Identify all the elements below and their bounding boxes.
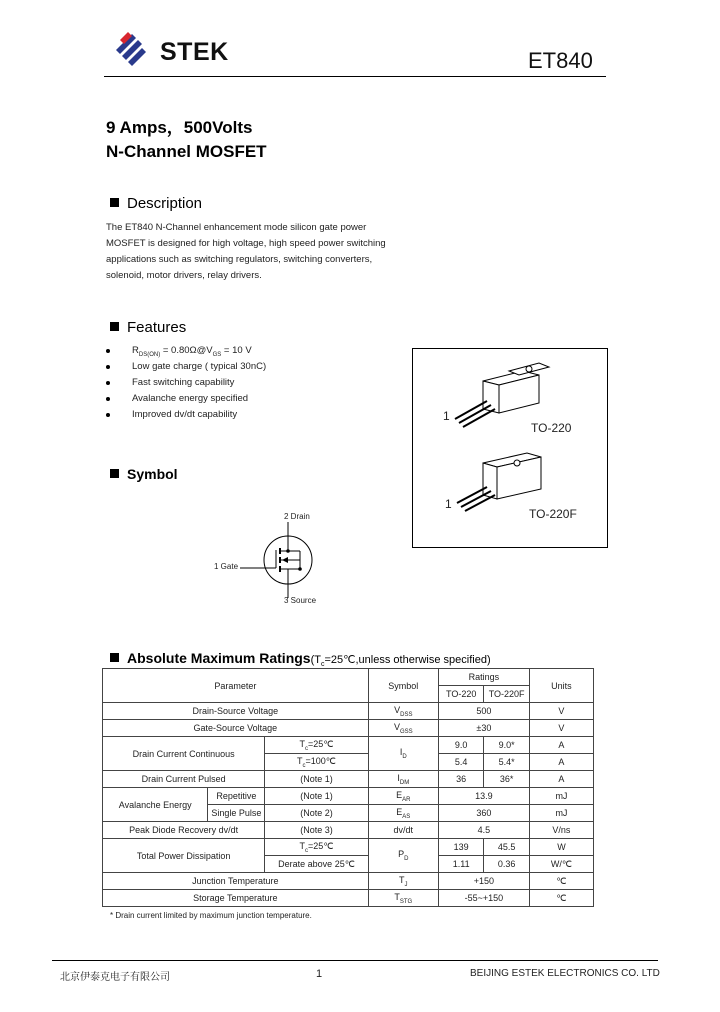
description-heading: Description (110, 195, 202, 212)
table-row: Peak Diode Recovery dv/dt (Note 3) dv/dt 4.5 V/ns (103, 822, 594, 839)
bullet-dot-icon (106, 349, 110, 353)
section-bullet-icon (110, 198, 119, 207)
table-row: Gate-Source Voltage $V_{GSS}$ ±30 V (103, 720, 594, 737)
ratings-footnote: * Drain current limited by maximum junction temperature. (110, 911, 312, 920)
title-line-2: N-Channel MOSFET (106, 142, 267, 161)
footer-company-en: BEIJING ESTEK ELECTRONICS CO. LTD (470, 968, 660, 979)
col-header-symbol: Symbol (368, 669, 438, 703)
table-row: Junction Temperature $T_J$ +150 ℃ (103, 873, 594, 890)
col-header-to220: TO-220 (438, 686, 483, 703)
table-row: Drain Current Pulsed (Note 1) $I_{DM}$ 36 36* A (103, 771, 594, 788)
table-row: Storage Temperature $T_{STG}$ -55~+150 ℃ (103, 890, 594, 907)
bullet-dot-icon (106, 413, 110, 417)
bullet-dot-icon (106, 397, 110, 401)
stek-logo-icon (112, 26, 156, 70)
table-header-row (103, 669, 594, 686)
feature-item: Low gate charge ( typical 30nC) (106, 359, 396, 375)
features-heading: Features (110, 319, 186, 336)
gate-label: 1 Gate (214, 562, 239, 571)
section-bullet-icon (110, 653, 119, 662)
table-row: $T_c=100℃$ 5.4 5.4* A (103, 754, 594, 771)
description-text: The ET840 N-Channel enhancement mode silicon gate power MOSFET is designed for high voltage, high speed power switching applications such as switching regulators, switching converters, solenoid, motor drivers, relay drivers. (106, 222, 386, 281)
section-bullet-icon (110, 322, 119, 331)
col-header-to220f: TO-220F (484, 686, 529, 703)
logo (112, 26, 156, 70)
table-row: Total Power Dissipation $T_c=25℃$ $P_D$ 139 45.5 W (103, 839, 594, 856)
bullet-dot-icon (106, 365, 110, 369)
footer-rule (52, 960, 658, 961)
table-row: Avalanche Energy Repetitive (Note 1) $E_{AR}$ 13.9 mJ (103, 788, 594, 805)
features-list (106, 343, 396, 423)
drain-label: 2 Drain (284, 512, 310, 521)
mosfet-symbol-icon (240, 520, 340, 600)
feature-item: Improved dv/dt capability (106, 407, 396, 423)
package-box (412, 348, 608, 548)
title-line-1: 9 Amps，500Volts (106, 118, 253, 137)
to220-label: TO-220 (531, 421, 572, 435)
table-row: Single Pulse (Note 2) $E_{AS}$ 360 mJ (103, 805, 594, 822)
symbol-heading: Symbol (110, 466, 178, 482)
brand-name: STEK (160, 38, 229, 66)
col-header-parameter: Parameter (103, 669, 369, 703)
page-number: 1 (316, 968, 323, 980)
col-header-units: Units (529, 669, 593, 703)
feature-item: Fast switching capability (106, 375, 396, 391)
pin1-label-to220f: 1 (445, 497, 452, 511)
header-rule (104, 76, 606, 77)
ratings-heading: Absolute Maximum $Ratings(T_c=25℃,unless$ otherwise specified) (110, 650, 491, 668)
feature-item: Avalanche energy specified (106, 391, 396, 407)
bullet-dot-icon (106, 381, 110, 385)
part-number: ET840 (528, 48, 593, 73)
footer-company-cn: 北京伊泰克电子有限公司 (60, 972, 170, 983)
feature-item: $R_{DS(ON)}$ = $0.80\Omega@V_{GS} = 10$ V (106, 343, 396, 359)
table-row: Drain-Source Voltage $V_{DSS}$ 500 V (103, 703, 594, 720)
source-label: 3 Source (284, 596, 317, 605)
table-row: Drain Current Continuous $T_c=25℃$ $I_D$ 9.0 9.0* A (103, 737, 594, 754)
to220f-label: TO-220F (529, 507, 577, 521)
table-row: Derate above 25℃ 1.11 0.36 W/℃ (103, 856, 594, 873)
section-bullet-icon (110, 469, 119, 478)
col-header-ratings: Ratings (438, 669, 529, 686)
ratings-table (102, 668, 594, 907)
pin1-label-to220: 1 (443, 409, 450, 423)
